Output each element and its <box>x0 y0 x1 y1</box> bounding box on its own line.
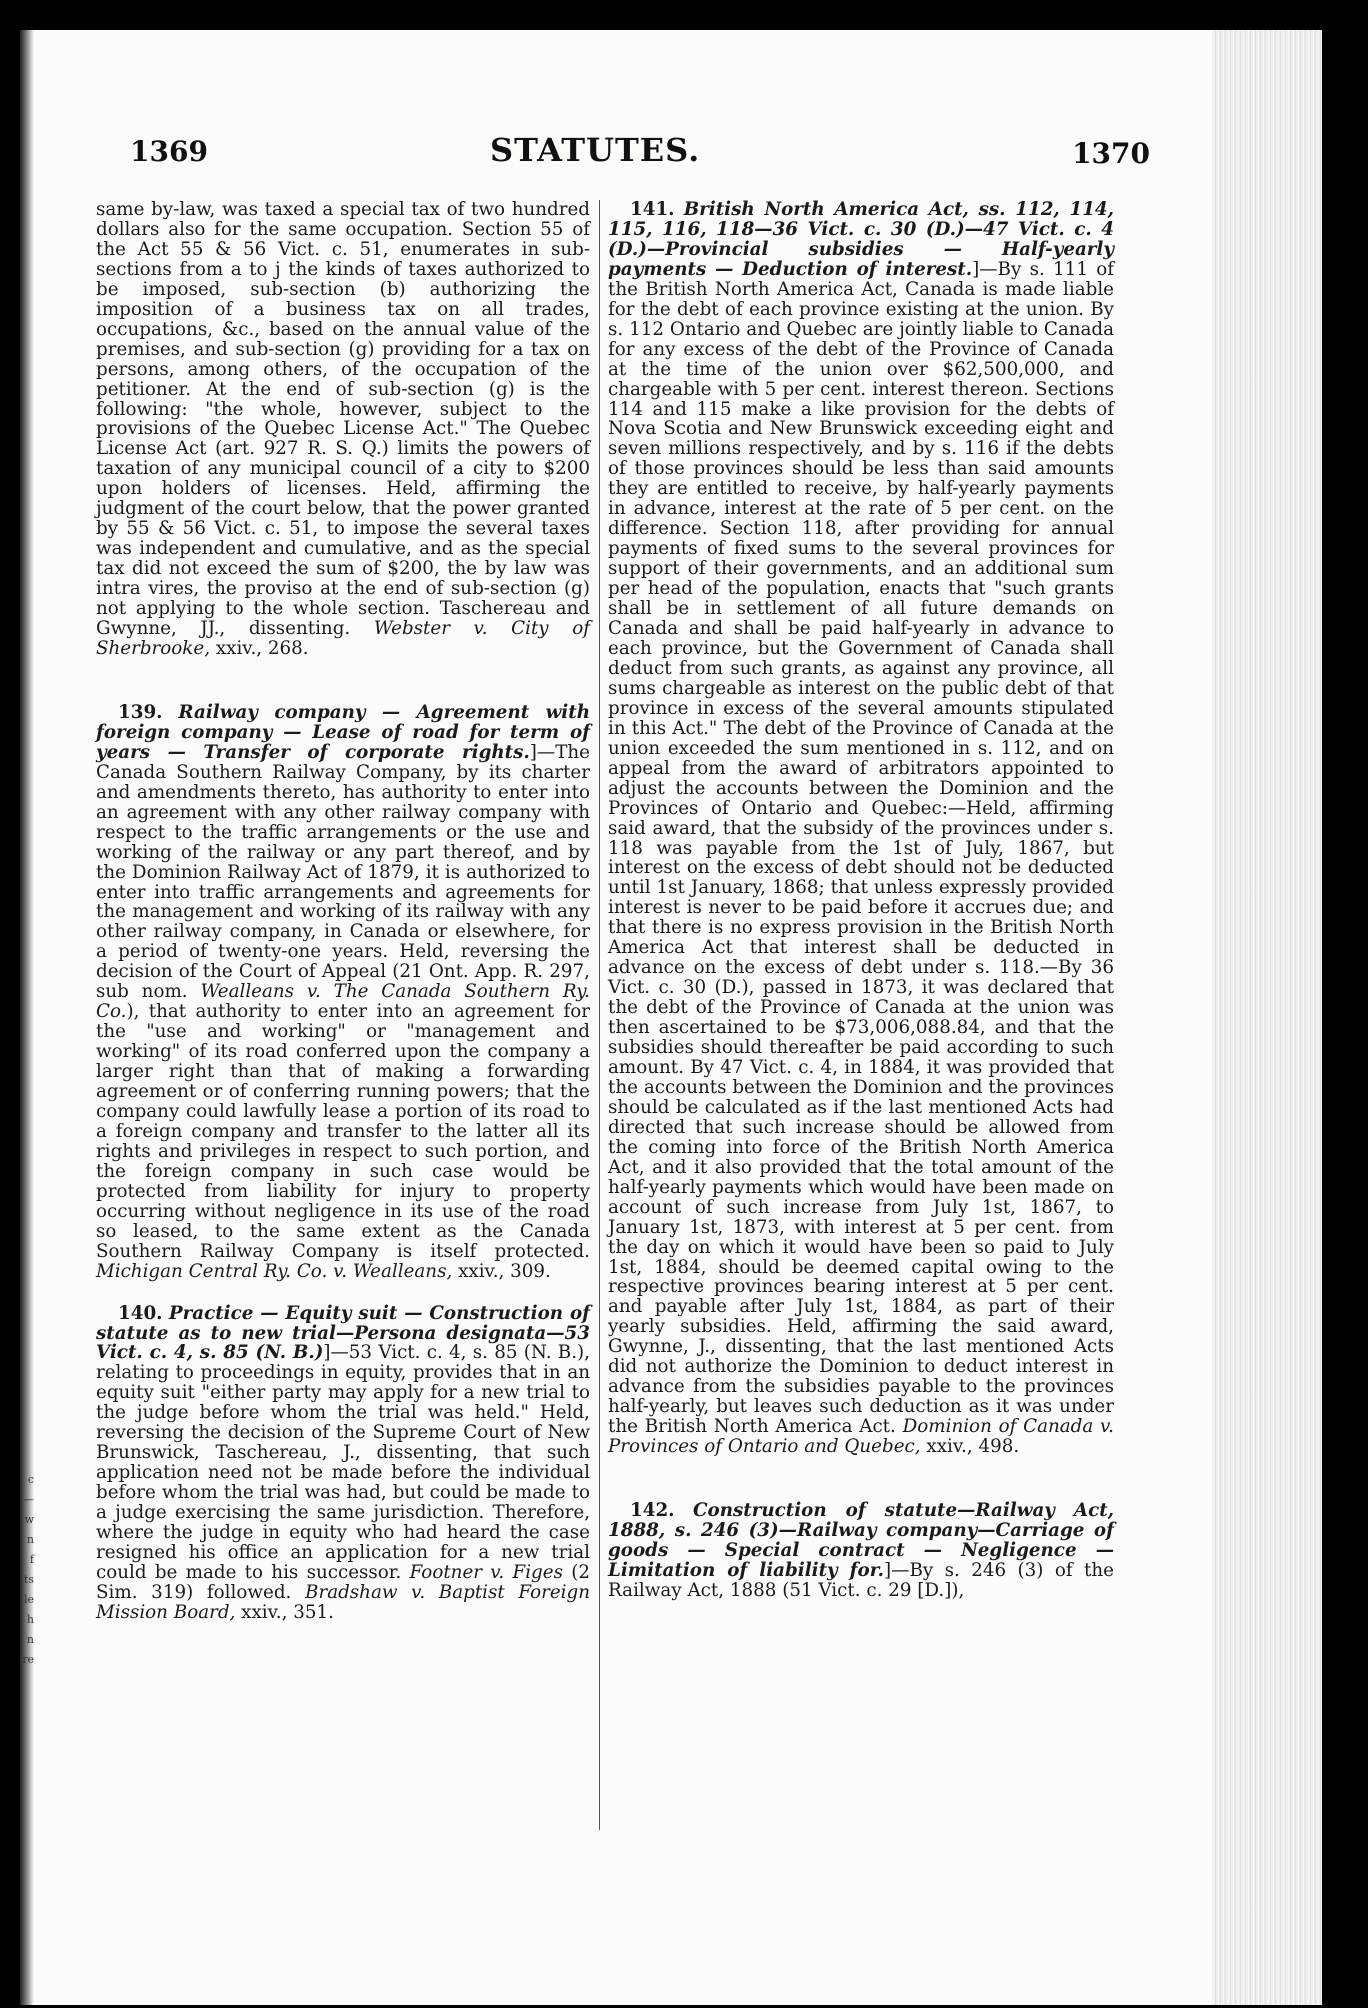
citation: xxiv., 309. <box>458 1260 551 1282</box>
entry-caption: Construction of statute—Railway Act, 1888, s. 246 (3)—Railway company—Carriage of goods — Special contract — Negligence — Limitation of liability for. <box>608 1500 1115 1581</box>
case-name: Footner v. Figes <box>409 1561 563 1583</box>
entry-number: 140. <box>118 1302 163 1324</box>
binding-gutter <box>20 30 34 2005</box>
continued-paragraph <box>96 200 590 659</box>
case-name: Wealleans v. The Canada Southern Ry. Co. <box>96 981 590 1023</box>
entry-body: ]—53 Vict. c. 4, s. 85 (N. B.), relating to proceedings in equity, provides that in an equity suit "either party may apply for a new trial to the judge before whom the trial was held." Held, reversing the decision of the Supreme Court of New Brunswick, Taschereau, J., dissenting, that such application need not be made before the individual before whom the trial was had, but could be made to a judge exercising the same jurisdiction. Therefore, where the judge in equity who had heard the case resigned his office an application for a new trial could be made to his successor. <box>96 1342 590 1583</box>
entry-caption: Railway company — Agreement with foreign company — Lease of road for term of years — Transfer of corporate rights. <box>96 701 590 763</box>
citation: xxiv., 498. <box>926 1436 1020 1458</box>
case-name: Webster v. City of Sherbrooke, <box>96 618 590 659</box>
entry-body: ]—By s. 246 (3) of the Railway Act, 1888 (51 Vict. c. 29 [D.]), <box>608 1559 1114 1601</box>
entry-body: (2 Sim. 319) followed. <box>96 1561 590 1603</box>
page-edges <box>1212 30 1322 2005</box>
right-column <box>608 200 1114 1601</box>
left-column <box>96 200 590 1623</box>
page-number-left: 1369 <box>130 135 208 168</box>
entry-139 <box>96 703 590 1282</box>
column-divider <box>599 200 600 1830</box>
entry-body: ), that authority to enter into an agreement for the "use and working" or "management and working" of its road conferred upon the company a larger right than that of making a forwarding agreement or of conferring running powers; that the company could lawfully lease a portion of its road to a foreign company and transfer to the latter all its rights and privileges in respect to such portion, and the foreign company in such case would be protected from liability for injury to property occurring without negligence in its use of the road so leased, to the same extent as the Canada Southern Railway Company is itself protected. <box>96 1001 590 1262</box>
citation: xxiv., 351. <box>241 1601 334 1623</box>
case-name: Bradshaw v. Baptist Foreign Mission Board, <box>96 1581 590 1623</box>
margin-fragments: c — w n f ts le h n re <box>22 1473 34 1666</box>
entry-142 <box>608 1501 1114 1601</box>
entry-number: 139. <box>118 701 163 723</box>
entry-caption: Practice — Equity suit — Construction of statute as to new trial—Persona designata—53 Vict. c. 4, s. 85 (N. B.) <box>96 1302 591 1364</box>
book-page <box>20 30 1322 2005</box>
case-name: Michigan Central Ry. Co. v. Wealleans, <box>96 1260 453 1282</box>
running-head <box>110 125 1150 185</box>
entry-141 <box>608 200 1114 1457</box>
case-name: Dominion of Canada v. Provinces of Ontario and Quebec, <box>608 1416 1114 1458</box>
running-title: STATUTES. <box>490 131 701 169</box>
page-number-right: 1370 <box>1072 137 1150 170</box>
entry-caption: British North America Act, ss. 112, 114, 115, 116, 118—36 Vict. c. 30 (D.)—47 Vict. c. 4 (D.)—Provincial subsidies — Half-yearly payments — Deduction of interest. <box>608 199 1115 280</box>
citation: xxiv., 268. <box>215 637 309 659</box>
entry-number: 142. <box>630 1500 675 1522</box>
entry-body: ]—By s. 111 of the British North America Act, Canada is made liable for the debt of each province existing at the union. By s. 112 Ontario and Quebec are jointly liable to Canada for any excess of the debt of the Province of Canada at the time of the union over $62,500,000, and chargeable with 5 per cent. interest thereon. Sections 114 and 115 make a like provision for the debts of Nova Scotia and New Brunswick exceeding eight and seven millions respectively, and by s. 116 if the debts of those provinces should be less than said amounts they are entitled to receive, by half-yearly payments in advance, interest at the rate of 5 per cent. on the difference. Section 118, after providing for annual payments of fixed sums to the several provinces for support of their governments, and an additional sum per head of the population, enacts that "such grants shall be in settlement of all future demands on Canada and shall be paid half-yearly in advance to each province, but the Government of Canada shall deduct from such grants, as against any province, all sums chargeable as interest on the public debt of that province in excess of the several amounts stipulated in this Act." The debt of the Province of Canada at the union exceeded the sum mentioned in s. 112, and on appeal from the award of arbitrators appointed to adjust the accounts between the Dominion and the Provinces of Ontario and Quebec:—Held, affirming said award, that the subsidy of the provinces under s. 118 was payable from the 1st of July, 1867, but interest on the excess of debt should not be deducted until 1st January, 1868; that unless expressly provided interest is never to be paid before it accrues due; and that there is no express provision in the British North America Act that interest shall be deducted in advance on the excess of debt under s. 118.—By 36 Vict. c. 30 (D.), passed in 1873, it was declared that the debt of the Province of Canada at the union was then ascertained to be $73,006,088.84, and that the subsidies should thereafter be paid according to such amount. By 47 Vict. c. 4, in 1884, it was provided that the accounts between the Dominion and the provinces should be calculated as if the last mentioned Acts had directed that such increase should be allowed from the coming into force of the British North America Act, and it also provided that the total amount of the half-yearly payments which would have been made on account of such increase from July 1st, 1867, to January 1st, 1873, with interest at 5 per cent. from the day on which it would have been so paid to July 1st, 1884, should be deemed capital owing to the respective provinces bearing interest at 5 per cent. and payable after July 1st, 1884, as part of their yearly subsidies. Held, affirming the said award, Gwynne, J., dissenting, that the last mentioned Acts did not authorize the Dominion to deduct interest in advance from the subsidies payable to the provinces half-yearly, but leaves such deduction as it was under the British North America Act. <box>608 258 1114 1438</box>
entry-140 <box>96 1304 590 1623</box>
entry-body: ]—The Canada Southern Railway Company, by its charter and amendments thereto, has authority to enter into an agreement with any other railway company with respect to the traffic arrangements or the use and working of the railway or any part thereof, and by the Dominion Railway Act of 1879, it is authorized to enter into traffic arrangements and agreements for the management and working of its railway with any other railway company, in Canada or elsewhere, for a period of twenty-one years. Held, reversing the decision of the Court of Appeal (21 Ont. App. R. 297, sub nom. <box>96 741 590 1003</box>
entry-number: 141. <box>630 199 675 220</box>
paragraph-text: same by-law, was taxed a special tax of two hundred dollars also for the same occupation. Section 55 of the Act 55 & 56 Vict. c. 51, enumerates in sub-sections from a to j the kinds of taxes authorized to be imposed, sub-section (b) authorizing the imposition of a business tax on all trades, occupations, &c., based on the annual value of the premises, and sub-section (g) providing for a tax on persons, among others, of the occupation of the petitioner. At the end of sub-section (g) is the following: "the whole, however, subject to the provisions of the Quebec License Act." The Quebec License Act (art. 927 R. S. Q.) limits the powers of taxation of any municipal council of a city to $200 upon holders of licenses. Held, affirming the judgment of the court below, that the power granted by 55 & 56 Vict. c. 51, to impose the several taxes was independent and cumulative, and as the special tax did not exceed the sum of $200, the by law was intra vires, the proviso at the end of sub-section (g) not applying to the whole section. Taschereau and Gwynne, JJ., dissenting. <box>96 199 590 640</box>
